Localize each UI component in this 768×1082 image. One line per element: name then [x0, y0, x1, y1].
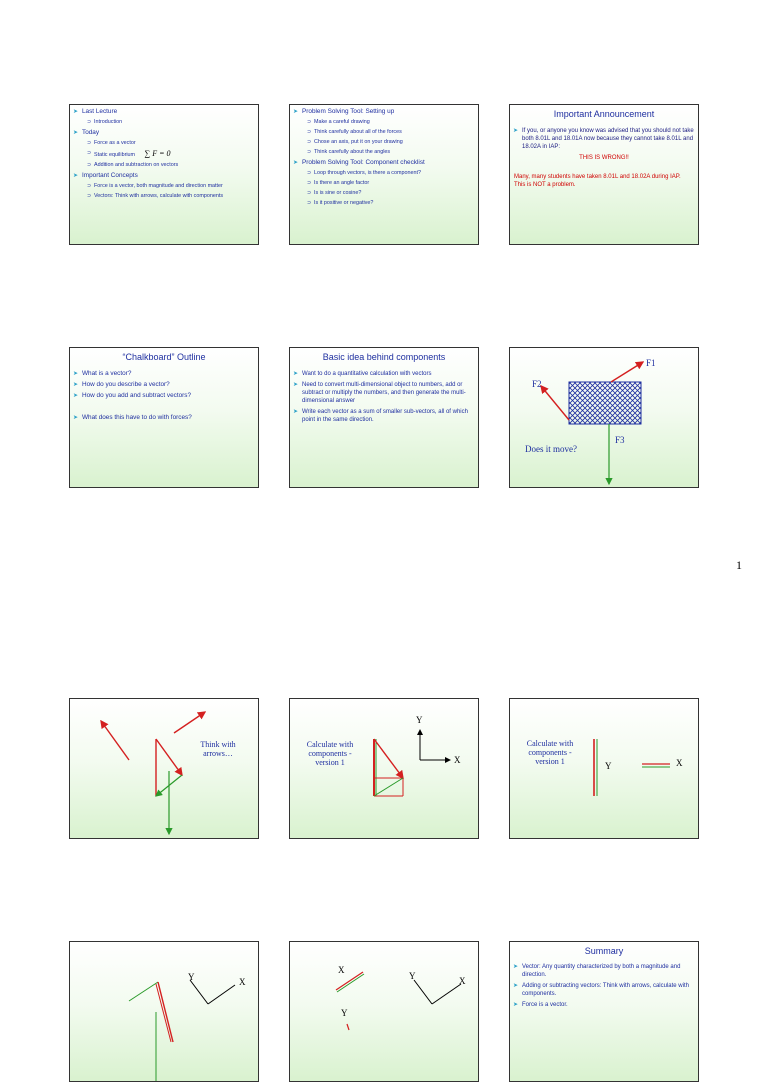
page-number: 1 [736, 558, 742, 572]
slide-3-list [510, 127, 698, 151]
y-axis-label: Y [416, 715, 423, 725]
sub-bullet: ⊃ Is is sine or cosine? [290, 190, 478, 197]
slide-important-announcement [509, 104, 699, 245]
question: Does it move? [525, 444, 577, 454]
slide-chalkboard-outline [69, 347, 259, 488]
sub-bullet: ⊃ Introduction [70, 119, 258, 126]
bullet: ➤ What does this have to do with forces? [70, 414, 258, 422]
x-axis-label: X [676, 758, 683, 768]
bullet: ➤ How do you add and subtract vectors? [70, 392, 258, 400]
bullet: ➤ Last Lecture [70, 108, 258, 116]
sub-bullet: ⊃ Vectors: Think with arrows, calculate with components [70, 193, 258, 200]
x-axis-label: X [459, 976, 466, 986]
slide-forces-diagram [509, 347, 699, 488]
f2-arrow [541, 386, 569, 420]
bullet: ➤ Need to convert multi-dimensional object to numbers, add or subtract or multiply the numbers, and then generate the multi-dimensional answer [290, 381, 478, 405]
components-drawing-1 [290, 699, 479, 839]
arrows-drawing [70, 699, 259, 839]
bullet: ➤ Problem Solving Tool: Component checklist [290, 159, 478, 167]
slide-last-lecture [69, 104, 259, 245]
slide-label: Think with arrows… [200, 740, 236, 758]
sub-bullet: ⊃ Is there an angle factor [290, 180, 478, 187]
slide-summary [509, 941, 699, 1082]
slide-rotated-axes-1 [69, 941, 259, 1082]
slide-calc-components-1 [289, 698, 479, 839]
x-axis-label: X [454, 755, 461, 765]
bullet: ➤ Force is a vector. [510, 1001, 698, 1009]
box [569, 382, 641, 424]
bullet: ➤ Problem Solving Tool: Setting up [290, 108, 478, 116]
bullet: ➤ What is a vector? [70, 370, 258, 378]
bullet: ➤ Important Concepts [70, 172, 258, 180]
slide-calc-components-1b [509, 698, 699, 839]
sub-bullet: ⊃ Force is a vector, both magnitude and direction matter [70, 183, 258, 190]
slide-2-list [290, 108, 478, 207]
rotated-axes-drawing [70, 942, 259, 1082]
slide-problem-solving [289, 104, 479, 245]
slide-title: Summary [584, 946, 624, 956]
equilibrium-formula: ∑ F = 0 [144, 149, 171, 158]
sub-bullet: ⊃ Think carefully about all of the forces [290, 129, 478, 136]
y-axis-label: Y [605, 761, 612, 771]
slide-12-list [510, 963, 698, 1009]
f2-label: F2 [532, 379, 542, 389]
f1-arrow [611, 362, 643, 382]
sub-bullet: ⊃ Static equilibrium ∑ F = 0 [70, 150, 258, 159]
sub-bullet: ⊃ Addition and subtraction on vectors [70, 162, 258, 169]
slide-title: Important Announcement [553, 109, 655, 119]
y-axis-label: Y [409, 971, 416, 981]
slide-4-list [70, 370, 258, 422]
slide-basic-idea-components [289, 347, 479, 488]
bullet: ➤ Today [70, 129, 258, 137]
slide-label: Calculate with components - version 1 [306, 740, 354, 767]
slide-5-list [290, 370, 478, 424]
bullet: ➤ Write each vector as a sum of smaller sub-vectors, all of which point in the same direction. [290, 408, 478, 424]
bullet: ➤ If you, or anyone you know was advised that you should not take both 8.01L and 18.01A now because they cannot take 8.01L and 18.02A in IAP: [510, 127, 698, 151]
sub-bullet: ⊃ Loop through vectors, is there a component? [290, 170, 478, 177]
f1-label: F1 [646, 358, 656, 368]
slide-1-list [70, 108, 258, 200]
x-axis-label: X [239, 977, 246, 987]
forces-drawing [510, 348, 699, 488]
bullet: ➤ Vector: Any quantity characterized by both a magnitude and direction. [510, 963, 698, 979]
bullet: ➤ How do you describe a vector? [70, 381, 258, 389]
slide-label: Calculate with components - version 1 [526, 739, 574, 766]
rotated-components-drawing [290, 942, 479, 1082]
sub-bullet: ⊃ Make a careful drawing [290, 119, 478, 126]
warning-text: THIS IS WRONG!! [579, 155, 629, 161]
bullet: ➤ Adding or subtracting vectors: Think with arrows, calculate with components. [510, 982, 698, 998]
red-note: Many, many students have taken 8.01L and 18.02A during IAP. This is NOT a problem. [514, 174, 681, 188]
slide-think-with-arrows [69, 698, 259, 839]
bullet: ➤ Want to do a quantitative calculation with vectors [290, 370, 478, 378]
sub-bullet: ⊃ Is it positive or negative? [290, 200, 478, 207]
y-label: Y [341, 1008, 348, 1018]
sub-bullet: ⊃ Force as a vector [70, 140, 258, 147]
sub-bullet: ⊃ Chose an axis, put it on your drawing [290, 139, 478, 146]
f3-label: F3 [615, 435, 625, 445]
sub-bullet: ⊃ Think carefully about the angles [290, 149, 478, 156]
slide-title: “Chalkboard” Outline [122, 352, 206, 362]
slide-title: Basic idea behind components [322, 352, 446, 362]
x-label: X [338, 965, 345, 975]
y-axis-label: Y [188, 972, 195, 982]
slide-rotated-axes-2 [289, 941, 479, 1082]
